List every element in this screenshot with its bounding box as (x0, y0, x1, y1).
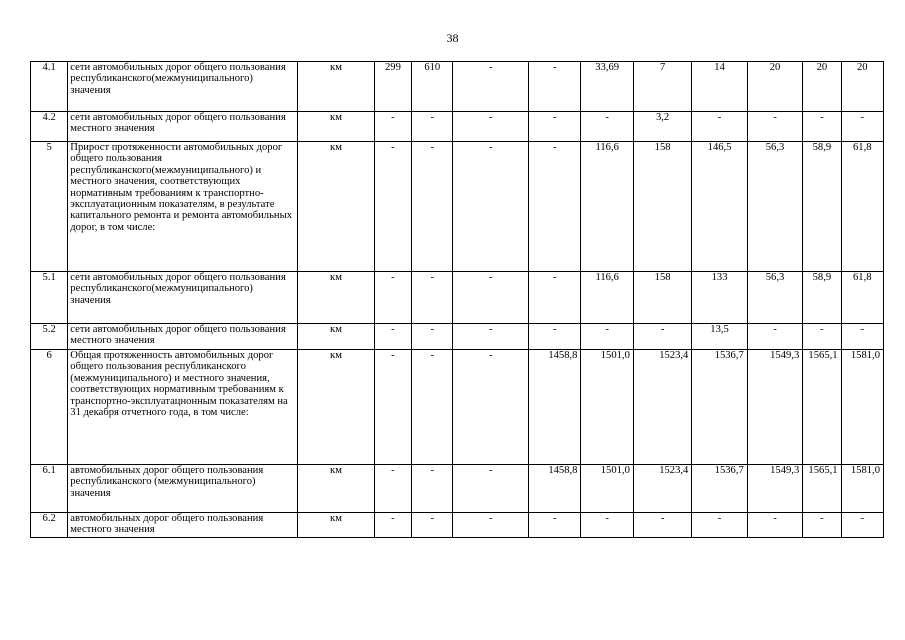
page-number: 38 (446, 31, 459, 45)
value-cell: - (803, 513, 841, 538)
value-cell: 1565,1 (803, 465, 841, 513)
value-cell: - (374, 350, 411, 465)
value-cell: - (692, 513, 747, 538)
value-cell: - (453, 272, 529, 324)
value-cell: 1523,4 (633, 465, 691, 513)
value-cell: - (747, 324, 802, 350)
value-cell: - (374, 272, 411, 324)
row-number-cell: 6.2 (31, 513, 68, 538)
value-cell: 33,69 (581, 62, 633, 112)
value-cell: - (633, 513, 691, 538)
table-body (31, 62, 884, 538)
value-cell: - (841, 513, 883, 538)
indicator-description-cell: сети автомобильных дорог общего пользования местного значения (68, 324, 298, 350)
value-cell: - (412, 272, 453, 324)
value-cell: 158 (633, 272, 691, 324)
unit-cell: км (298, 272, 375, 324)
table-row (31, 350, 884, 465)
value-cell: 1536,7 (692, 350, 747, 465)
indicator-description-cell: автомобильных дорог общего пользования местного значения (68, 513, 298, 538)
value-cell: - (803, 324, 841, 350)
value-cell: - (374, 324, 411, 350)
value-cell: 20 (803, 62, 841, 112)
value-cell: - (374, 142, 411, 272)
value-cell: - (453, 112, 529, 142)
row-number-cell: 5.1 (31, 272, 68, 324)
value-cell: 1458,8 (529, 465, 581, 513)
value-cell: - (453, 142, 529, 272)
value-cell: - (529, 324, 581, 350)
value-cell: 1523,4 (633, 350, 691, 465)
row-number-cell: 5.2 (31, 324, 68, 350)
value-cell: 158 (633, 142, 691, 272)
table-row (31, 142, 884, 272)
value-cell: - (529, 513, 581, 538)
value-cell: - (412, 465, 453, 513)
value-cell: - (412, 513, 453, 538)
value-cell: 61,8 (841, 272, 883, 324)
value-cell: 56,3 (747, 272, 802, 324)
value-cell: 61,8 (841, 142, 883, 272)
indicator-description-cell: сети автомобильных дорог общего пользования республиканского(межмуниципального) значения (68, 62, 298, 112)
value-cell: - (453, 350, 529, 465)
value-cell: 20 (841, 62, 883, 112)
value-cell: - (529, 142, 581, 272)
value-cell: 299 (374, 62, 411, 112)
value-cell: - (803, 112, 841, 142)
value-cell: 1501,0 (581, 350, 633, 465)
value-cell: 1581,0 (841, 465, 883, 513)
unit-cell: км (298, 513, 375, 538)
value-cell: 1458,8 (529, 350, 581, 465)
value-cell: 58,9 (803, 142, 841, 272)
unit-cell: км (298, 142, 375, 272)
value-cell: - (747, 112, 802, 142)
value-cell: - (581, 112, 633, 142)
value-cell: - (692, 112, 747, 142)
value-cell: - (529, 62, 581, 112)
value-cell: - (453, 62, 529, 112)
value-cell: - (374, 465, 411, 513)
value-cell: 133 (692, 272, 747, 324)
unit-cell: км (298, 324, 375, 350)
indicator-description-cell: Общая протяженность автомобильных дорог общего пользования республиканского (межмуниципального) и местного значения, соответствующих нормативным требованиям к транспортно-эксплуатацнонным показателям на 31 декабря отчетного года, в том числе: (68, 350, 298, 465)
row-number-cell: 6.1 (31, 465, 68, 513)
table-row (31, 62, 884, 112)
table-row (31, 272, 884, 324)
value-cell: - (453, 324, 529, 350)
value-cell: - (453, 513, 529, 538)
value-cell: 116,6 (581, 142, 633, 272)
value-cell: - (747, 513, 802, 538)
value-cell: - (453, 465, 529, 513)
value-cell: - (374, 112, 411, 142)
value-cell: - (529, 272, 581, 324)
unit-cell: км (298, 350, 375, 465)
value-cell: - (841, 112, 883, 142)
indicator-description-cell: сети автомобильных дорог общего пользования местного значения (68, 112, 298, 142)
value-cell: - (412, 142, 453, 272)
table-row (31, 465, 884, 513)
value-cell: - (412, 350, 453, 465)
value-cell: 146,5 (692, 142, 747, 272)
unit-cell: км (298, 465, 375, 513)
value-cell: 56,3 (747, 142, 802, 272)
unit-cell: км (298, 112, 375, 142)
value-cell: 610 (412, 62, 453, 112)
value-cell: - (581, 324, 633, 350)
value-cell: 1536,7 (692, 465, 747, 513)
value-cell: - (633, 324, 691, 350)
value-cell: 1501,0 (581, 465, 633, 513)
value-cell: - (529, 112, 581, 142)
indicator-description-cell: сети автомобильных дорог общего пользования республиканского(межмуниципального) значения (68, 272, 298, 324)
row-number-cell: 5 (31, 142, 68, 272)
value-cell: 1549,3 (747, 350, 802, 465)
value-cell: - (374, 513, 411, 538)
value-cell: 20 (747, 62, 802, 112)
table-row (31, 324, 884, 350)
row-number-cell: 4.2 (31, 112, 68, 142)
table-row (31, 513, 884, 538)
value-cell: - (841, 324, 883, 350)
value-cell: 58,9 (803, 272, 841, 324)
value-cell: 116,6 (581, 272, 633, 324)
indicator-table (30, 61, 884, 538)
row-number-cell: 6 (31, 350, 68, 465)
unit-cell: км (298, 62, 375, 112)
value-cell: 14 (692, 62, 747, 112)
value-cell: - (412, 324, 453, 350)
row-number-cell: 4.1 (31, 62, 68, 112)
value-cell: 7 (633, 62, 691, 112)
value-cell: - (412, 112, 453, 142)
value-cell: 13,5 (692, 324, 747, 350)
indicator-description-cell: Прирост протяженности автомобильных дорог общего пользования республиканского(межмуниципального) и местного значения, соответствующих нормативным требованиям к транспортно-эксплуатационным показателям, в результате капитального ремонта и ремонта автомобильных дорог, в том числе: (68, 142, 298, 272)
value-cell: - (581, 513, 633, 538)
value-cell: 1565,1 (803, 350, 841, 465)
value-cell: 1549,3 (747, 465, 802, 513)
table-row (31, 112, 884, 142)
value-cell: 3,2 (633, 112, 691, 142)
value-cell: 1581,0 (841, 350, 883, 465)
indicator-description-cell: автомобильных дорог общего пользования республиканского (межмуниципального) значения (68, 465, 298, 513)
